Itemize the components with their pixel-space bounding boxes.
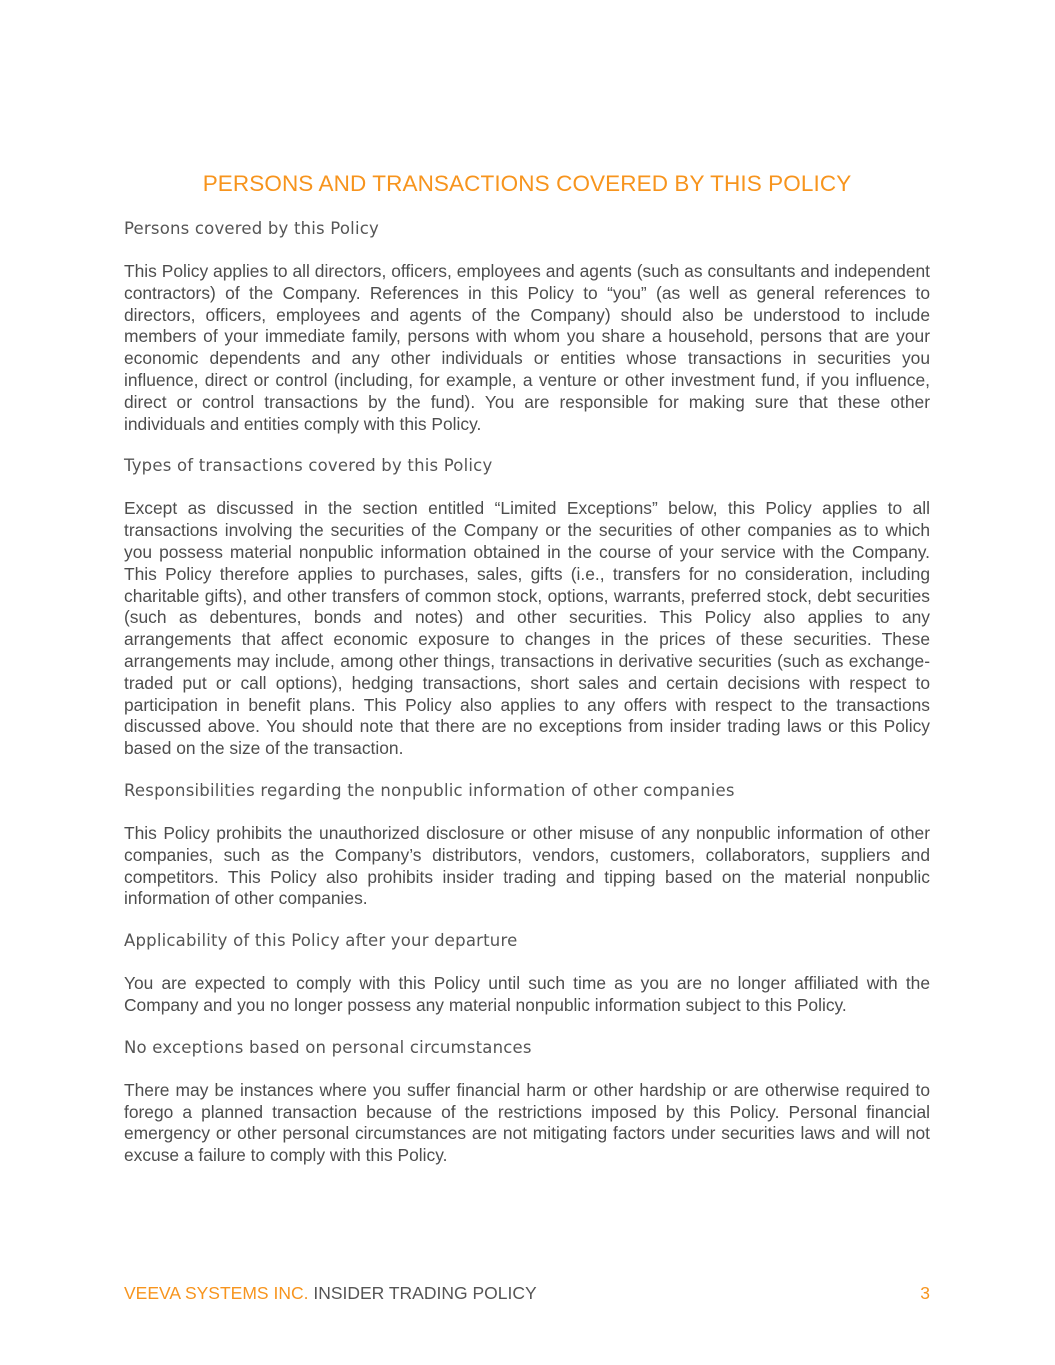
section-heading-personal-circumstances: No exceptions based on personal circumstances [124,1037,532,1057]
section-body-other-companies: This Policy prohibits the unauthorized disclosure or other misuse of any nonpublic information of other companies, such as the Company’s distributors, vendors, customers, collaborators, suppliers and competitors. This Policy also prohibits insider trading and tipping based on the material nonpublic information of other companies. [124,822,930,909]
section-heading-transactions: Types of transactions covered by this Policy [124,456,493,476]
footer-company: VEEVA SYSTEMS INC. [124,1283,309,1303]
footer-page-number: 3 [920,1283,930,1303]
section-body-transactions: Except as discussed in the section entitled “Limited Exceptions” below, this Policy applies to all transactions involving the securities of the Company or the securities of other companies as to which you possess material nonpublic information obtained in the course of your service with the Company. This Policy therefore applies to purchases, sales, gifts (i.e., transfers for no consideration, including charitable gifts), and other transfers of common stock, options, warrants, preferred stock, debt securities (such as debentures, bonds and notes) and other securities. This Policy also applies to any arrangements that affect economic exposure to changes in the prices of these securities. These arrangements may include, among other things, transactions in derivative securities (such as exchange-traded put or call options), hedging transactions, short sales and certain decisions with respect to participation in benefit plans. This Policy also applies to any offers with respect to the transactions discussed above. You should note that there are no exceptions from insider trading laws or this Policy based on the size of the transaction. [124,498,930,759]
policy-content [124,218,930,1187]
footer-document-title: INSIDER TRADING POLICY [313,1283,537,1303]
section-body-persons: This Policy applies to all directors, officers, employees and agents (such as consultants and independent contractors) of the Company. References in this Policy to “you” (as well as general references to directors, officers, employees and agents of the Company) should also be understood to include members of your immediate family, persons with whom you share a household, persons that are your economic dependents and any other individuals or entities whose transactions in securities you influence, direct or control (including, for example, a venture or other investment fund, if you influence, direct or control transactions by the fund). You are responsible for making sure that these other individuals and entities comply with this Policy. [124,261,930,434]
page-title: PERSONS AND TRANSACTIONS COVERED BY THIS POLICY [202,171,852,196]
section-body-personal-circumstances: There may be instances where you suffer financial harm or other hardship or are otherwise required to forego a planned transaction because of the restrictions imposed by this Policy. Personal financial emergency or other personal circumstances are not mitigating factors under securities laws and will not excuse a failure to comply with this Policy. [124,1079,930,1166]
section-body-departure: You are expected to comply with this Policy until such time as you are no longer affiliated with the Company and you no longer possess any material nonpublic information subject to this Policy. [124,973,930,1015]
document-page [124,0,930,1365]
section-heading-departure: Applicability of this Policy after your departure [124,931,518,951]
section-heading-other-companies: Responsibilities regarding the nonpublic information of other companies [124,780,735,800]
section-heading-persons: Persons covered by this Policy [124,219,379,238]
page-footer [124,1282,930,1304]
